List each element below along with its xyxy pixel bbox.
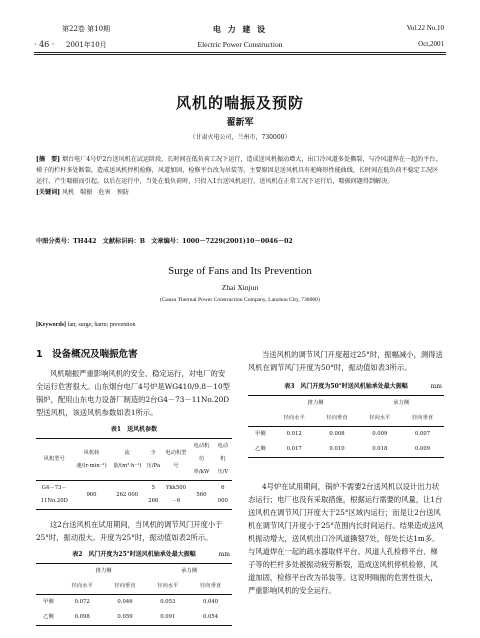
table3-cell: 0.009	[372, 431, 388, 437]
table3-cell: 0.009	[415, 446, 431, 452]
table2-group-header: 推力侧	[95, 568, 112, 574]
table2-unit: mm	[218, 551, 230, 558]
section-heading: 1 设备概况及喘振危害	[36, 349, 138, 360]
table-row	[36, 595, 232, 611]
english-keywords-tag: [Keywords]	[36, 322, 66, 328]
table2-caption: 表2 风门开度为25°时送风机轴承处最大振幅	[72, 551, 196, 558]
table3-caption-row	[248, 380, 444, 393]
paper-author: 翟新军	[226, 118, 254, 128]
table2-cell: 0.040	[203, 599, 219, 605]
abstract	[36, 154, 444, 198]
left-column	[36, 348, 232, 626]
abstract-text: 烟台电厂4号炉2台送风机在试运阶段，长时间在低负荷工况下运行，造成送风机振动增大，出口冷风道多处撕裂，与冷风道焊在一起的平台、梯子的栏杆多处断裂，造成送风机停机检修，风道加固，检修平台改为吊装等。主要原因是送风机具有驼峰形性能曲线，长时间在低负荷不稳定工况区运行，产生喘振而引起。以后在运行中，当处在低负荷时，只投入1台送风机运行，送风机在正常工况下运行后，喘振问题得到解决。	[36, 156, 442, 185]
english-keywords-text: fan; surge; harm; prevention	[67, 322, 136, 328]
table1-cell: 5 266	[148, 485, 159, 504]
table-row	[248, 427, 444, 443]
keywords-tag: [关键词]	[36, 189, 61, 196]
journal-name-en: Electric Power Construction	[197, 40, 283, 49]
table2-cell: 0.059	[117, 614, 133, 620]
table1-cell: 960	[86, 491, 97, 498]
table1-header: 电动机功率/kW	[193, 443, 210, 475]
table2-cell: 0.098	[74, 614, 90, 620]
table1-header: 电动机型 号	[165, 449, 192, 469]
table3-caption: 表3 风门开度为50°时送风机轴承处最大振幅	[284, 383, 408, 390]
keywords-text: 风机 喘振 危害 预防	[62, 189, 130, 196]
paragraph-1: 风机喘振严重影响风机的安全、稳定运行，对电厂的安全运行危害很大。山东烟台电厂4号炉是WG410/9.8－10型锅炉，配用山东电力设备厂制造的2台G4－73－11No.20D型送风机，该送风机参数如表1所示。	[36, 369, 230, 417]
table3-group-header: 承力侧	[393, 400, 410, 406]
table2-subheader: 径向水平	[71, 583, 93, 589]
classification-line: 中图分类号：TH442 文献标识码：B 文章编号：1000－7229(2001)10－0046－02	[36, 238, 293, 245]
abstract-tag: [摘 要]	[36, 156, 61, 163]
date-en: Oct,2001	[418, 40, 444, 48]
english-affiliation: (Gansu Thermal Power Construction Company, Lanzhou City, 730000)	[160, 297, 320, 303]
table3-subheader: 径向垂直	[326, 415, 348, 421]
table3-cell: 0.010	[329, 446, 345, 452]
table3-cell: 0.018	[372, 446, 388, 452]
journal-name-cn: 电 力 建 设	[212, 24, 268, 34]
table1-header: 风机型号	[43, 456, 65, 462]
table3-cell: 甲侧	[255, 431, 266, 437]
table2-subheader: 径向水平	[157, 583, 179, 589]
table1-cell: 560	[196, 491, 207, 498]
volume-issue-en: Vol.22 No.10	[406, 24, 444, 32]
table1	[36, 438, 232, 510]
paper-affiliation: （甘肃火电公司，兰州市，730000）	[189, 134, 291, 141]
english-keywords	[36, 322, 136, 328]
table3-group-header: 推力侧	[307, 400, 324, 406]
paragraph-3: 当送风机的调节风门开度超过25°时，振幅减小，测得送风机在调节风门开度为50°时，振动值如表3所示。	[248, 350, 443, 372]
table1-cell: Ykk500－6	[165, 485, 186, 504]
table-row	[248, 442, 444, 458]
table3-subheader: 径向水平	[369, 415, 391, 421]
table1-cell: 6 000	[217, 485, 228, 504]
table2-cell: 0.046	[117, 599, 133, 605]
table3-cell: 0.012	[286, 431, 302, 437]
table3-unit: mm	[430, 383, 442, 390]
table1-cell: G4－73－11No.20D	[40, 485, 68, 504]
page-number: · 46 ·	[34, 40, 55, 49]
table3	[248, 395, 444, 458]
table3-subheader: 径向垂直	[411, 415, 434, 421]
table2-cell: 甲侧	[43, 599, 54, 605]
table1-header: 电动机压/V	[217, 443, 229, 475]
table1-cell: 262 000	[116, 491, 139, 498]
table3-subheader: 径向水平	[283, 415, 305, 421]
table2-caption-row	[36, 548, 232, 561]
date-cn: 2001年10月	[66, 41, 107, 49]
table2-cell: 0.091	[160, 614, 176, 620]
table1-header: 流量/(m³·h⁻¹)	[113, 449, 142, 469]
table2-cell: 乙侧	[43, 614, 54, 620]
right-column	[248, 348, 444, 597]
table2	[36, 563, 232, 626]
header-rule-2	[34, 54, 446, 55]
table3-cell: 0.007	[415, 431, 431, 437]
volume-issue-cn: 第22卷 第10期	[62, 25, 111, 33]
english-title: Surge of Fans and Its Prevention	[168, 265, 312, 277]
table2-group-header: 承力侧	[181, 568, 198, 574]
header-rule	[34, 52, 446, 53]
table2-cell: 0.053	[160, 599, 176, 605]
table1-header: 风机转速/(r·min⁻¹)	[76, 449, 107, 469]
table3-cell: 0.017	[286, 446, 302, 452]
table2-cell: 0.054	[203, 614, 219, 620]
table2-cell: 0.072	[74, 599, 90, 605]
table2-subheader: 径向垂直	[114, 583, 136, 589]
english-author: Zhai Xinjun	[221, 283, 259, 292]
table-row	[36, 610, 232, 626]
table3-cell: 乙侧	[255, 446, 266, 452]
table-row	[36, 481, 232, 510]
paragraph-2: 这2台送风机在试用期间，当风机的调节风门开度小于25°时，振动很大。开度为25°时，振动值如表2所示。	[36, 520, 223, 542]
table1-header: 全压/Pa	[146, 449, 161, 469]
table3-cell: 0.008	[329, 431, 345, 437]
paragraph-4: 4号炉在试用期间，锅炉不需要2台送风机以设计出力状态运行；电厂也没有采取措施，根据运行需要的风量，让1台送风机在调节风门开度大于25°区域内运行；而是让2台送风机在调节风门开度小于25°范围内长时间运行。结果造成送风机振动增大，送风机出口冷风道撕裂7处，每处长达1m多。与风道焊在一起的疏水器取样平台、风道人孔检修平台、梯子等的栏杆多处被振动疲劳断裂，造成送风机停机检修，风道加固，检修平台改为吊装等。这说明喘振的危害性很大，严重影响风机的安全运行。	[248, 482, 444, 595]
table2-subheader: 径向垂直	[199, 583, 222, 589]
table1-caption: 表1 送风机参数	[110, 426, 158, 433]
paper-title: 风机的喘振及预防	[175, 94, 304, 112]
